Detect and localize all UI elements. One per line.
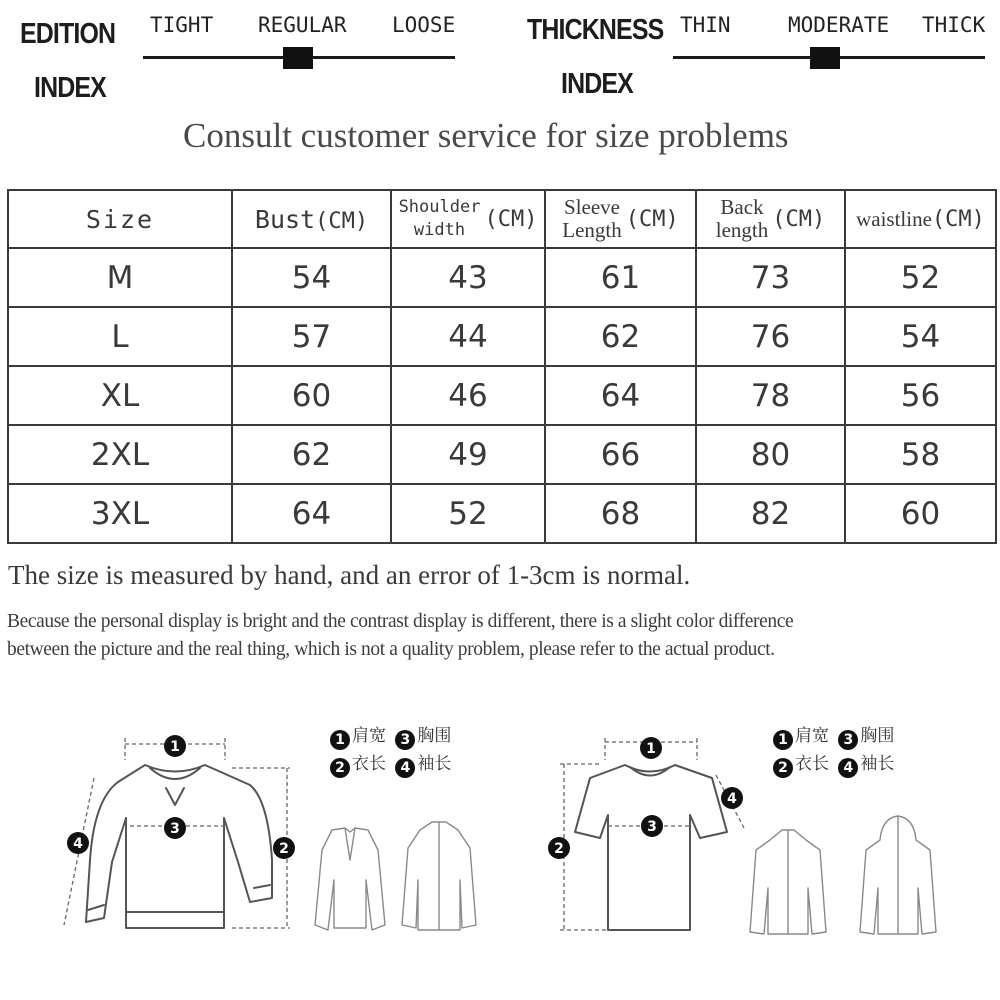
legend-label-shoulder: 肩宽 [352, 726, 386, 746]
legend-label-sleeve: 袖长 [860, 754, 895, 774]
tshirt-sketch [575, 765, 727, 930]
legend-badge-2: 2 [330, 758, 350, 778]
cell-back-length: 82 [696, 484, 845, 543]
diagram-badges [67, 735, 743, 859]
legend-badge-3: 3 [838, 730, 858, 750]
legend-label-chest: 胸围 [860, 726, 895, 746]
table-header-row [8, 190, 996, 248]
header-back-line2: length [715, 218, 769, 242]
cell-shoulder: 52 [391, 484, 545, 543]
header-sleeve-line1: Sleeve [564, 195, 620, 219]
header-sleeve-line2: Length [562, 218, 622, 242]
measurement-diagrams [0, 690, 1000, 990]
legend-badge-2: 2 [773, 758, 793, 778]
header-bust [232, 190, 391, 248]
cell-back-length: 76 [696, 307, 845, 366]
consult-heading: Consult customer service for size problems [183, 116, 789, 155]
thickness-index-title-line2: INDEX [561, 68, 633, 100]
legend-badge-4: 4 [838, 758, 858, 778]
legend-badge-1: 1 [330, 730, 350, 750]
cell-bust: 54 [232, 248, 391, 307]
cell-shoulder: 43 [391, 248, 545, 307]
edition-option-loose: LOOSE [392, 13, 456, 37]
thickness-index-title: THICKNESS [527, 14, 664, 46]
svg-text:2: 2 [279, 841, 289, 857]
cell-bust: 57 [232, 307, 391, 366]
legend-label-shoulder: 肩宽 [795, 726, 829, 746]
cell-back-length: 73 [696, 248, 845, 307]
cell-sleeve: 68 [545, 484, 696, 543]
header-sleeve [545, 190, 696, 248]
thickness-option-thin: THIN [680, 13, 731, 37]
cell-bust: 60 [232, 366, 391, 425]
header-back-unit: (CM) [772, 206, 826, 232]
cell-size: 3XL [8, 484, 232, 543]
header-waistline-unit: (CM) [931, 206, 985, 232]
cell-shoulder: 46 [391, 366, 545, 425]
svg-text:4: 4 [73, 836, 83, 852]
cell-shoulder: 49 [391, 425, 545, 484]
header-back-line1: Back [720, 195, 764, 219]
cell-sleeve: 66 [545, 425, 696, 484]
table-row [8, 484, 996, 543]
svg-text:1: 1 [170, 739, 180, 755]
edition-option-regular: REGULAR [258, 13, 347, 37]
thickness-option-moderate: MODERATE [788, 13, 890, 37]
table-row [8, 307, 996, 366]
table-row [8, 425, 996, 484]
cell-back-length: 80 [696, 425, 845, 484]
header-shoulder [391, 190, 545, 248]
color-note-line2: between the picture and the real thing, which is not a quality problem, please refer to the actual product. [7, 639, 775, 660]
cell-size: M [8, 248, 232, 307]
size-table [7, 189, 997, 544]
svg-text:3: 3 [647, 819, 657, 835]
cell-sleeve: 64 [545, 366, 696, 425]
header-size [8, 190, 232, 248]
header-bust-unit: (CM) [315, 208, 369, 234]
table-row [8, 366, 996, 425]
legend-label-length: 衣长 [352, 754, 386, 774]
blazer-sketch [315, 828, 385, 930]
cell-back-length: 78 [696, 366, 845, 425]
cell-size: 2XL [8, 425, 232, 484]
thickness-option-thick: THICK [922, 13, 986, 37]
edition-scale-marker [283, 47, 313, 69]
header-sleeve-unit: (CM) [625, 206, 679, 232]
header-shoulder-line2: width [413, 220, 466, 240]
header-waistline-label: waistline [856, 206, 932, 231]
header-shoulder-unit: (CM) [484, 206, 538, 232]
svg-text:2: 2 [554, 841, 564, 857]
legend-badge-3: 3 [395, 730, 415, 750]
cell-bust: 64 [232, 484, 391, 543]
svg-text:3: 3 [170, 821, 180, 837]
cell-waistline: 54 [845, 307, 996, 366]
cell-bust: 62 [232, 425, 391, 484]
cell-size: XL [8, 366, 232, 425]
color-note-line1: Because the personal display is bright and the contrast display is different, there is a slight color difference [7, 611, 794, 632]
cell-waistline: 60 [845, 484, 996, 543]
svg-text:1: 1 [646, 741, 656, 757]
measurement-note: The size is measured by hand, and an error of 1-3cm is normal. [8, 560, 691, 590]
header-size-label: Size [85, 204, 155, 234]
header-waistline [845, 190, 996, 248]
cell-size: L [8, 307, 232, 366]
cell-sleeve: 62 [545, 307, 696, 366]
legend-badge-4: 4 [395, 758, 415, 778]
header-bust-label: Bust [254, 204, 316, 234]
header-shoulder-line1: Shoulder [398, 197, 481, 217]
legend-badge-1: 1 [773, 730, 793, 750]
cell-waistline: 56 [845, 366, 996, 425]
sweatshirt-sketch [86, 765, 272, 928]
edition-index-title-line2: INDEX [34, 72, 106, 104]
thickness-scale-marker [810, 47, 840, 69]
header-back-length [696, 190, 845, 248]
table-row [8, 248, 996, 307]
legend-label-sleeve: 袖长 [417, 754, 452, 774]
legend-label-length: 衣长 [795, 754, 829, 774]
legend-label-chest: 胸围 [417, 726, 452, 746]
cell-waistline: 52 [845, 248, 996, 307]
edition-option-tight: TIGHT [150, 13, 214, 37]
cell-sleeve: 61 [545, 248, 696, 307]
cell-shoulder: 44 [391, 307, 545, 366]
edition-index-title: EDITION [20, 18, 116, 50]
cell-waistline: 58 [845, 425, 996, 484]
svg-text:4: 4 [727, 791, 737, 807]
